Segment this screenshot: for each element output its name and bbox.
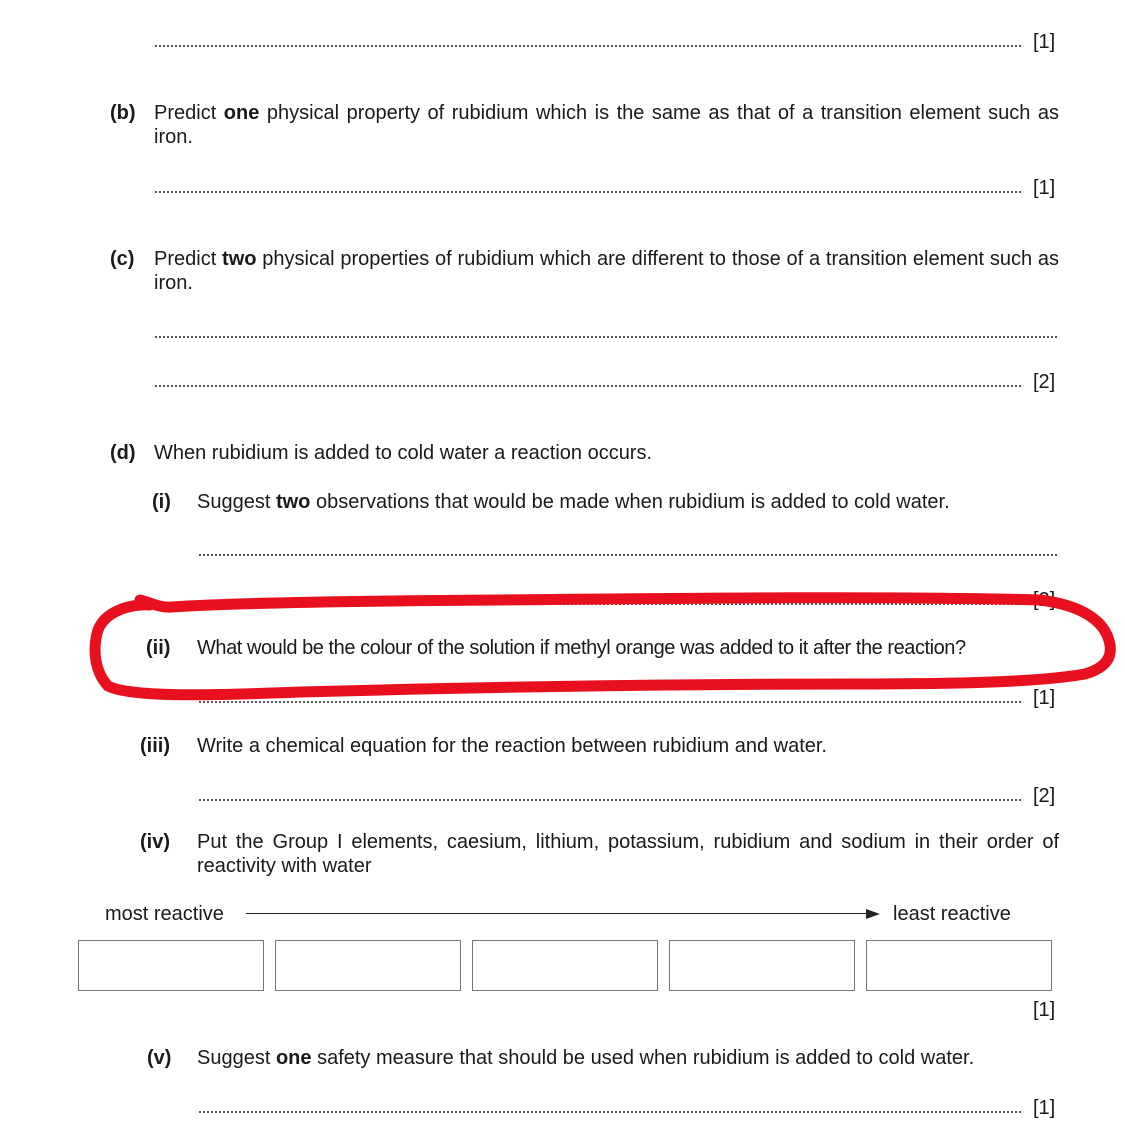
answer-line-b[interactable]: [155, 191, 1021, 193]
question-d-iii-text: Write a chemical equation for the reaction between rubidium and water.: [197, 735, 827, 757]
question-d-v-label: (v): [147, 1047, 172, 1069]
question-d-i-bold: two: [275, 491, 311, 513]
question-d-iv-label: (iv): [140, 831, 170, 853]
reactivity-arrow-line: [246, 913, 870, 914]
question-d-v-pre: Suggest: [197, 1047, 276, 1069]
marks-d-iii: [2]: [1033, 785, 1056, 807]
answer-box-3[interactable]: [472, 940, 658, 991]
question-d-v-bold: one: [275, 1047, 312, 1069]
question-b-pre: Predict: [154, 102, 224, 124]
question-d-v-text: [197, 1046, 974, 1070]
reactivity-arrow-head: [866, 909, 880, 919]
question-c-bold: two: [222, 248, 257, 270]
marks-d-ii: [1]: [1033, 687, 1056, 709]
marks-d-iv: [1]: [1033, 999, 1056, 1021]
answer-box-1[interactable]: [78, 940, 264, 991]
answer-line-d-iii[interactable]: [199, 799, 1021, 801]
question-d-iii-label: (iii): [140, 735, 170, 757]
question-c-pre: Predict: [154, 248, 223, 270]
answer-box-5[interactable]: [866, 940, 1052, 991]
answer-line-d-i-1[interactable]: [199, 554, 1057, 556]
most-reactive-label: most reactive: [105, 903, 224, 925]
question-d-label: (d): [110, 442, 136, 464]
question-b-post: physical property of rubidium which is the same as that of a transition element such as iron.: [154, 102, 1059, 148]
answer-line-d-v[interactable]: [199, 1111, 1021, 1113]
question-d-ii-text: What would be the colour of the solution if methyl orange was added to it after the reaction?: [197, 637, 966, 659]
question-b-label: (b): [110, 102, 136, 124]
marks-c: [2]: [1033, 371, 1056, 393]
question-c-label: (c): [110, 248, 135, 270]
answer-line-d-i-2[interactable]: [199, 603, 1021, 605]
answer-box-2[interactable]: [275, 940, 461, 991]
question-d-v-post: safety measure that should be used when rubidium is added to cold water.: [311, 1047, 975, 1069]
answer-line-c-1[interactable]: [155, 336, 1057, 338]
question-d-i-post: observations that would be made when rubidium is added to cold water.: [310, 491, 950, 513]
marks-a: [1]: [1033, 31, 1056, 53]
question-d-iv-text: Put the Group I elements, caesium, lithium, potassium, rubidium and sodium in their order of reactivity with water: [197, 831, 1059, 877]
answer-line-d-ii[interactable]: [199, 701, 1021, 703]
question-b-bold: one: [223, 102, 260, 124]
question-c-post: physical properties of rubidium which are different to those of a transition element such as iron.: [154, 248, 1059, 294]
answer-box-4[interactable]: [669, 940, 855, 991]
question-d-i-text: [197, 490, 950, 514]
question-c-text: [154, 247, 1059, 295]
answer-line-a[interactable]: [155, 45, 1021, 47]
marks-d-i: [2]: [1033, 589, 1056, 611]
question-d-ii-label: (ii): [146, 637, 171, 659]
marks-d-v: [1]: [1033, 1097, 1056, 1119]
question-d-text: When rubidium is added to cold water a reaction occurs.: [154, 442, 653, 464]
question-b-text: [154, 101, 1059, 149]
question-d-i-pre: Suggest: [197, 491, 276, 513]
least-reactive-label: least reactive: [893, 903, 1011, 925]
question-d-i-label: (i): [152, 491, 171, 513]
marks-b: [1]: [1033, 177, 1056, 199]
answer-line-c-2[interactable]: [155, 385, 1021, 387]
